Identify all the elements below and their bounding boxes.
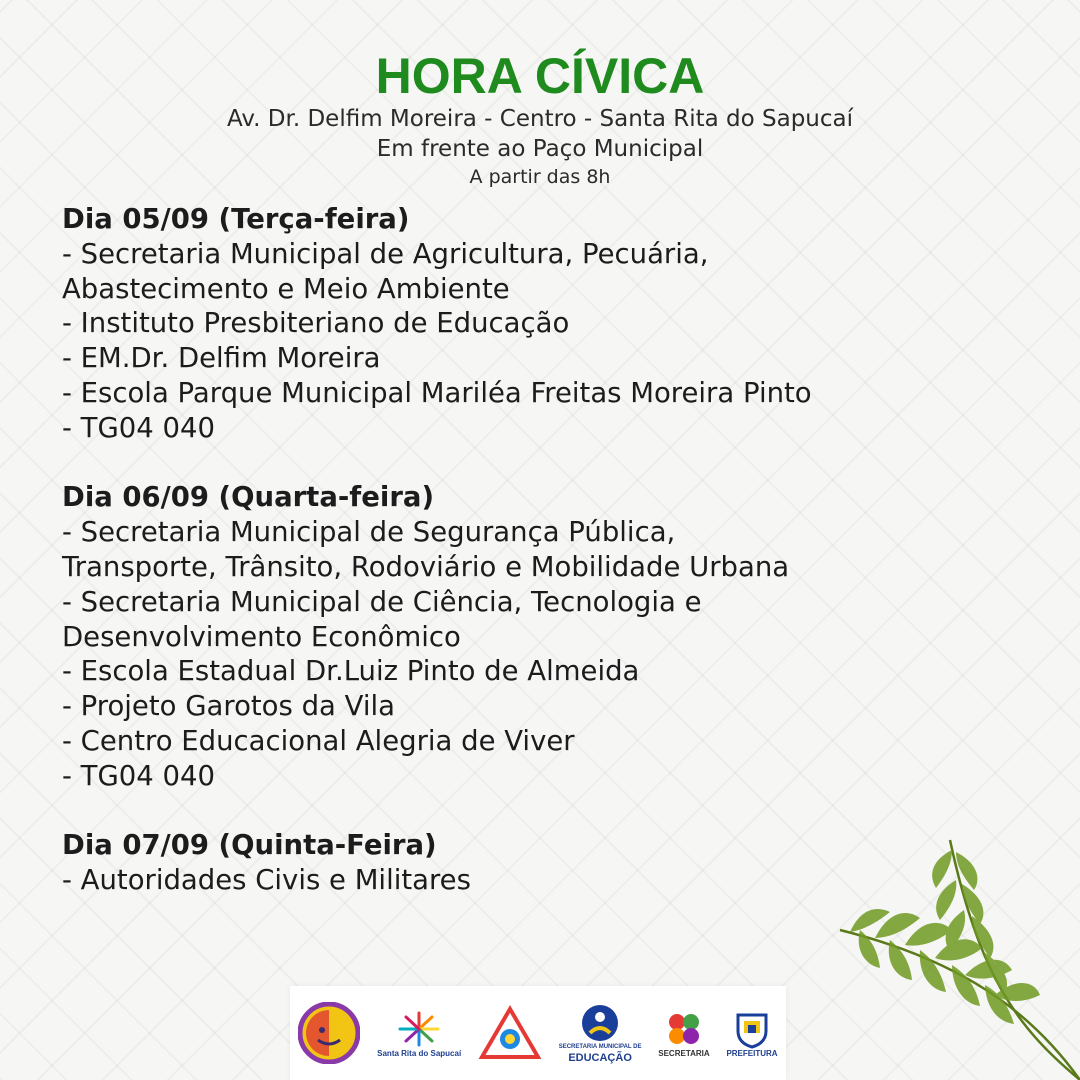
secretaria-label: SECRETARIA bbox=[658, 1048, 710, 1058]
schedule-line: - Centro Educacional Alegria de Viver bbox=[62, 724, 575, 757]
day-title: Dia 06/09 (Quarta-feira) bbox=[62, 481, 435, 514]
schedule-line: - TG04 040 bbox=[62, 759, 215, 792]
prefeitura-label: PREFEITURA bbox=[726, 1048, 778, 1058]
schedule-line: - Secretaria Municipal de Segurança Pública, bbox=[62, 516, 676, 549]
educacao-logo bbox=[559, 1003, 642, 1064]
day-block bbox=[62, 480, 962, 793]
event-header bbox=[0, 48, 1080, 190]
event-time: A partir das 8h bbox=[469, 166, 611, 188]
santa-rita-logo bbox=[377, 1009, 461, 1058]
event-address: Av. Dr. Delfim Moreira - Centro - Santa Rita do Sapucaí bbox=[226, 106, 854, 132]
spacer bbox=[62, 446, 962, 481]
schedule-line: - Secretaria Municipal de Ciência, Tecnologia e bbox=[62, 585, 702, 618]
schedule-line: Abastecimento e Meio Ambiente bbox=[62, 272, 510, 305]
palm-leaf-icon bbox=[780, 780, 1080, 1080]
day-title: Dia 07/09 (Quinta-Feira) bbox=[62, 829, 437, 862]
sponsor-logos bbox=[290, 986, 786, 1080]
schedule-line: Desenvolvimento Econômico bbox=[62, 620, 461, 653]
schedule-line: Transporte, Trânsito, Rodoviário e Mobilidade Urbana bbox=[62, 550, 790, 583]
educacao-small-label: SECRETARIA MUNICIPAL DE bbox=[558, 1043, 642, 1050]
schedule-line: - Escola Parque Municipal Mariléa Freitas Moreira Pinto bbox=[62, 376, 812, 409]
event-title: HORA CÍVICA bbox=[375, 48, 705, 104]
secretaria-logo bbox=[658, 1009, 709, 1058]
schedule-line: - Escola Estadual Dr.Luiz Pinto de Almeida bbox=[62, 655, 640, 688]
schedule-line: - Autoridades Civis e Militares bbox=[62, 864, 471, 897]
cidade-criativa-logo bbox=[298, 1002, 360, 1064]
event-location: Em frente ao Paço Municipal bbox=[376, 136, 704, 162]
schedule-line: - EM.Dr. Delfim Moreira bbox=[62, 342, 381, 375]
schedule-line: - Instituto Presbiteriano de Educação bbox=[62, 307, 570, 340]
santa-rita-label: Santa Rita do Sapucaí bbox=[377, 1048, 462, 1058]
educacao-label: EDUCAÇÃO bbox=[568, 1051, 632, 1064]
day-block bbox=[62, 202, 962, 446]
schedule-line: - Projeto Garotos da Vila bbox=[62, 690, 395, 723]
prefeitura-logo bbox=[726, 1009, 777, 1058]
schedule-line: - Secretaria Municipal de Agricultura, Pecuária, bbox=[62, 237, 709, 270]
day-title: Dia 05/09 (Terça-feira) bbox=[62, 203, 410, 235]
triangle-logo bbox=[478, 1005, 542, 1061]
schedule-line: - TG04 040 bbox=[62, 411, 215, 444]
